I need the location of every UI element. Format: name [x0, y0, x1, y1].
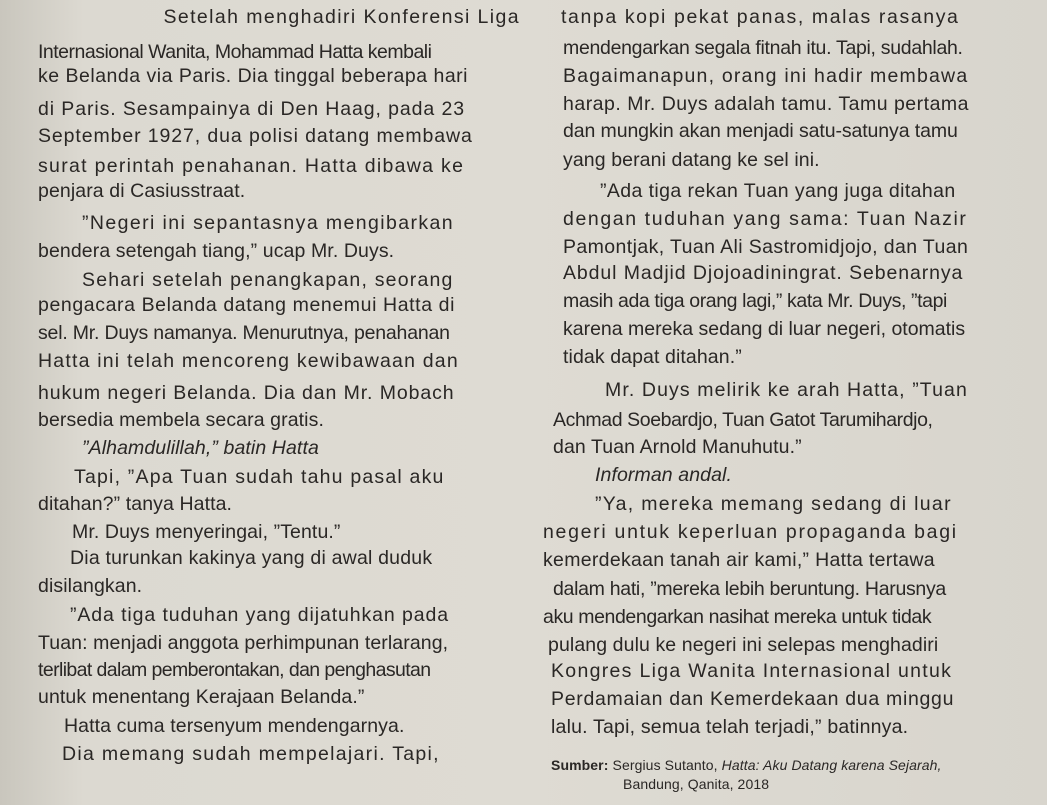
text-line: terlibat dalam pemberontakan, dan penghasutan	[38, 659, 431, 681]
text-line: dan Tuan Arnold Manuhutu.”	[553, 436, 802, 458]
text-line: ”Ada tiga tuduhan yang dijatuhkan pada	[70, 604, 449, 626]
text-line: aku mendengarkan nasihat mereka untuk tidak	[543, 606, 932, 628]
text-line: bersedia membela secara gratis.	[38, 409, 324, 431]
text-line: dalam hati, ”mereka lebih beruntung. Harusnya	[553, 578, 946, 600]
text-line: September 1927, dua polisi datang membawa	[38, 125, 473, 147]
text-line: ke Belanda via Paris. Dia tinggal beberapa hari	[38, 65, 469, 87]
text-line: ”Negeri ini sepantasnya mengibarkan	[82, 212, 455, 234]
text-line: Abdul Madjid Djojoadiningrat. Sebenarnya	[563, 262, 964, 284]
text-line: Mr. Duys melirik ke arah Hatta, ”Tuan	[605, 379, 968, 401]
text-line: dengan tuduhan yang sama: Tuan Nazir	[563, 208, 968, 230]
text-line: pulang dulu ke negeri ini selepas menghadiri	[548, 634, 939, 656]
source-publisher: Bandung, Qanita, 2018	[623, 776, 770, 792]
text-line: masih ada tiga orang lagi,” kata Mr. Duys, ”tapi	[563, 290, 947, 312]
text-line: pengacara Belanda datang menemui Hatta di	[38, 294, 456, 316]
text-line: kemerdekaan tanah air kami,” Hatta tertawa	[543, 549, 935, 571]
source-citation	[551, 757, 942, 774]
text-line: Setelah menghadiri Konferensi Liga	[163, 6, 520, 28]
text-line: ditahan?” tanya Hatta.	[38, 493, 233, 515]
text-line: negeri untuk keperluan propaganda bagi	[543, 521, 958, 543]
text-line: ”Ada tiga rekan Tuan yang juga ditahan	[600, 180, 956, 202]
text-line: tidak dapat ditahan.”	[563, 346, 742, 368]
text-line: Perdamaian dan Kemerdekaan dua minggu	[551, 688, 955, 710]
text-line: Hatta cuma tersenyum mendengarnya.	[64, 715, 405, 737]
text-line: ”Ya, mereka memang sedang di luar	[595, 493, 952, 515]
text-line: Informan andal.	[595, 464, 733, 486]
text-line: Achmad Soebardjo, Tuan Gatot Tarumihardjo,	[553, 409, 933, 431]
source-title: Hatta: Aku Datang karena Sejarah,	[721, 757, 942, 773]
text-line: penjara di Casiusstraat.	[38, 180, 246, 202]
text-line: Internasional Wanita, Mohammad Hatta kembali	[38, 41, 432, 63]
text-line: surat perintah penahanan. Hatta dibawa ke	[38, 155, 465, 177]
text-line: lalu. Tapi, semua telah terjadi,” batinnya.	[551, 716, 909, 738]
text-line: disilangkan.	[38, 575, 143, 597]
text-line: dan mungkin akan menjadi satu-satunya tamu	[563, 120, 958, 142]
text-line: ”Alhamdulillah,” batin Hatta	[82, 437, 319, 459]
text-line: tanpa kopi pekat panas, malas rasanya	[561, 6, 960, 28]
text-line: sel. Mr. Duys namanya. Menurutnya, penahanan	[38, 322, 450, 344]
source-author: Sergius Sutanto,	[612, 757, 718, 773]
text-line: Bagaimanapun, orang ini hadir membawa	[563, 65, 969, 87]
text-line: Dia memang sudah mempelajari. Tapi,	[62, 743, 440, 765]
text-line: Tuan: menjadi anggota perhimpunan terlarang,	[38, 632, 449, 654]
text-line: Tapi, ”Apa Tuan sudah tahu pasal aku	[74, 466, 445, 488]
text-line: mendengarkan segala fitnah itu. Tapi, sudahlah.	[563, 37, 963, 59]
text-line: bendera setengah tiang,” ucap Mr. Duys.	[38, 240, 395, 262]
text-line: Mr. Duys menyeringai, ”Tentu.”	[72, 521, 341, 543]
text-line: Pamontjak, Tuan Ali Sastromidjojo, dan Tuan	[563, 236, 969, 258]
text-line: Hatta ini telah mencoreng kewibawaan dan	[38, 350, 459, 372]
source-label: Sumber:	[551, 757, 609, 773]
text-line: karena mereka sedang di luar negeri, otomatis	[563, 318, 966, 340]
text-line: Kongres Liga Wanita Internasional untuk	[551, 660, 953, 682]
text-line: hukum negeri Belanda. Dia dan Mr. Mobach	[38, 382, 455, 404]
text-line: di Paris. Sesampainya di Den Haag, pada 23	[38, 98, 465, 120]
text-line: Sehari setelah penangkapan, seorang	[82, 269, 454, 291]
text-line: harap. Mr. Duys adalah tamu. Tamu pertama	[563, 93, 969, 115]
text-line: Dia turunkan kakinya yang di awal duduk	[70, 547, 433, 569]
text-line: untuk menentang Kerajaan Belanda.”	[38, 686, 365, 708]
text-line: yang berani datang ke sel ini.	[563, 149, 820, 171]
